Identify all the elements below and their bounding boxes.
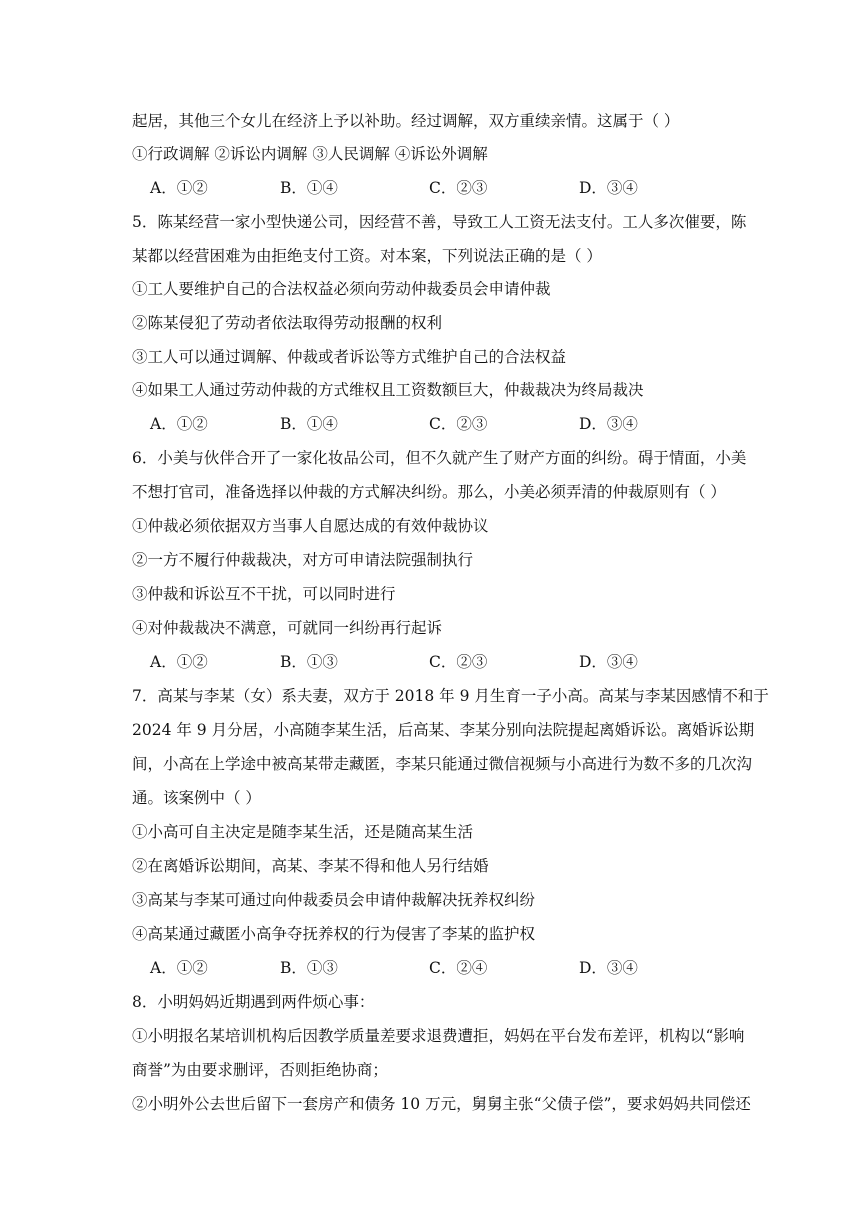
text-line: 通。该案例中（ ） [132, 789, 261, 807]
statement-line: ①小高可自主决定是随李某生活，还是随高某生活 [132, 823, 474, 841]
question-8-line: 8．小明妈妈近期遇到两件烦心事： [132, 993, 375, 1011]
option-a: A．①② [150, 415, 208, 433]
text-line: 某都以经营困难为由拒绝支付工资。对本案，下列说法正确的是（ ） [132, 247, 602, 265]
text-line: ①小明报名某培训机构后因教学质量差要求退费遭拒，妈妈在平台发布差评，机构以“影响 [132, 1027, 745, 1045]
statement-line: ②陈某侵犯了劳动者依法取得劳动报酬的权利 [132, 314, 443, 332]
text-line: 2024 年 9 月分居，小高随李某生活，后高某、李某分别向法院提起离婚诉讼。离婚诉讼期 [132, 721, 755, 739]
text-line: 商誉”为由要求删评，否则拒绝协商； [132, 1061, 388, 1079]
option-b: B．①④ [280, 415, 338, 433]
option-a: A．①② [150, 959, 208, 977]
question-7-line: 7．高某与李某（女）系夫妻，双方于 2018 年 9 月生育一子小高。高某与李某因感情不和于 [132, 687, 769, 705]
option-d: D．③④ [579, 179, 638, 197]
statement-line: ④对仲裁裁决不满意，可就同一纠纷再行起诉 [132, 619, 443, 637]
text-line: 间，小高在上学途中被高某带走藏匿，李某只能通过微信视频与小高进行为数不多的几次沟 [132, 755, 753, 773]
text-line: 不想打官司，准备选择以仲裁的方式解决纠纷。那么，小美必须弄清的仲裁原则有（ ） [132, 483, 726, 501]
statement-line: ①工人要维护自己的合法权益必须向劳动仲裁委员会申请仲裁 [132, 280, 551, 298]
statement-line: ③高某与李某可通过向仲裁委员会申请仲裁解决抚养权纠纷 [132, 891, 536, 909]
statement-line: ④高某通过藏匿小高争夺抚养权的行为侵害了李某的监护权 [132, 925, 536, 943]
statement-line: ④如果工人通过劳动仲裁的方式维权且工资数额巨大，仲裁裁决为终局裁决 [132, 381, 644, 399]
option-c: C．②③ [429, 653, 488, 671]
option-c: C．②④ [429, 959, 488, 977]
option-d: D．③④ [579, 959, 638, 977]
statement-line: ③仲裁和诉讼互不干扰，可以同时进行 [132, 585, 396, 603]
text-line: 起居，其他三个女儿在经济上予以补助。经过调解，双方重续亲情。这属于（ ） [132, 112, 680, 130]
text-line: ①行政调解 ②诉讼内调解 ③人民调解 ④诉讼外调解 [132, 145, 488, 163]
option-d: D．③④ [579, 415, 638, 433]
option-d: D．③④ [579, 653, 638, 671]
statement-line: ①仲裁必须依据双方当事人自愿达成的有效仲裁协议 [132, 517, 489, 535]
statement-line: ②一方不履行仲裁裁决，对方可申请法院强制执行 [132, 551, 474, 569]
statement-line: ②在离婚诉讼期间，高某、李某不得和他人另行结婚 [132, 857, 489, 875]
option-a: A．①② [150, 653, 208, 671]
option-a: A．①② [150, 179, 208, 197]
option-b: B．①④ [280, 179, 338, 197]
option-c: C．②③ [429, 415, 488, 433]
question-6-line: 6．小美与伙伴合开了一家化妆品公司，但不久就产生了财产方面的纠纷。碍于情面，小美 [132, 449, 747, 467]
option-b: B．①③ [280, 653, 338, 671]
text-line: ②小明外公去世后留下一套房产和债务 10 万元，舅舅主张“父债子偿”，要求妈妈共同偿还 [132, 1095, 751, 1113]
statement-line: ③工人可以通过调解、仲裁或者诉讼等方式维护自己的合法权益 [132, 348, 567, 366]
question-5-line: 5．陈某经营一家小型快递公司，因经营不善，导致工人工资无法支付。工人多次催要，陈 [132, 213, 747, 231]
option-c: C．②③ [429, 179, 488, 197]
option-b: B．①③ [280, 959, 338, 977]
